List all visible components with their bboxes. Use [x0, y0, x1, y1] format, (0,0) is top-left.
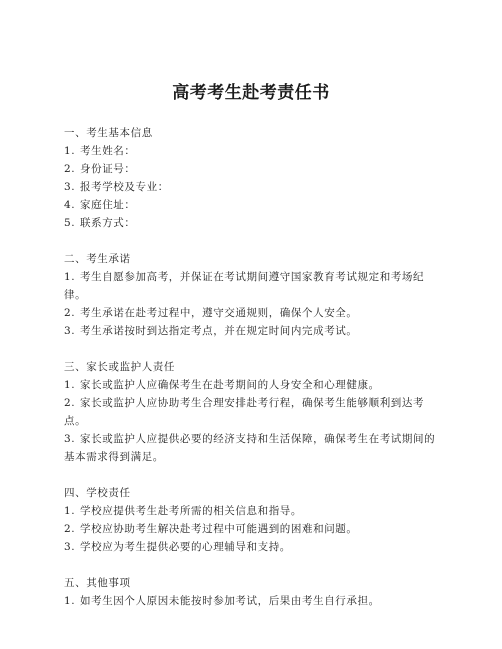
item-text: 家长或监护人应提供必要的经济支持和生活保障，确保考生在考试期间的基本需求得到满足。: [64, 433, 436, 463]
item-number: 1.: [64, 595, 76, 607]
item-text: 如考生因个人原因未能按时参加考试，后果由考生自行承担。: [80, 595, 380, 607]
item-number: 2.: [64, 163, 76, 175]
list-item: [64, 178, 444, 196]
list-item: [64, 196, 444, 214]
list-item: [64, 304, 444, 322]
item-number: 3.: [64, 325, 76, 337]
section-heading: 四、学校责任: [64, 487, 131, 499]
item-number: 1.: [64, 379, 76, 391]
item-text: 身份证号：: [80, 163, 136, 175]
item-text: 报考学校及专业：: [80, 181, 169, 193]
item-number: 3.: [64, 433, 76, 445]
item-number: 1.: [64, 145, 76, 157]
section-heading: 五、其他事项: [64, 577, 131, 589]
item-text: 考生承诺按时到达指定考点，并在规定时间内完成考试。: [80, 325, 358, 337]
item-text: 考生自愿参加高考，并保证在考试期间遵守国家教育考试规定和考场纪律。: [64, 271, 425, 301]
section-school-responsibility: [64, 484, 444, 556]
item-text: 学校应协助考生解决赴考过程中可能遇到的困难和问题。: [80, 523, 358, 535]
item-text: 家庭住址：: [80, 199, 136, 211]
section-guardian-responsibility: [64, 358, 444, 466]
list-item: [64, 430, 444, 466]
document-title: 高考考生赴考责任书: [172, 83, 330, 103]
item-text: 家长或监护人应协助考生合理安排赴考行程，确保考生能够顺利到达考点。: [64, 397, 425, 427]
item-number: 5.: [64, 217, 76, 229]
list-item: [64, 538, 444, 556]
list-item: [64, 322, 444, 340]
item-text: 联系方式：: [80, 217, 136, 229]
item-number: 2.: [64, 307, 76, 319]
item-text: 家长或监护人应确保考生在赴考期间的人身安全和心理健康。: [80, 379, 380, 391]
list-item: [64, 376, 444, 394]
section-student-commitment: [64, 250, 444, 340]
item-text: 考生姓名：: [80, 145, 136, 157]
item-number: 2.: [64, 397, 76, 409]
item-text: 考生承诺在赴考过程中，遵守交通规则，确保个人安全。: [80, 307, 358, 319]
list-item: [64, 394, 444, 430]
section-heading: 一、考生基本信息: [64, 127, 153, 139]
section-heading: 二、考生承诺: [64, 253, 131, 265]
list-item: [64, 214, 444, 232]
item-number: 3.: [64, 541, 76, 553]
list-item: [64, 502, 444, 520]
list-item: [64, 520, 444, 538]
item-text: 学校应提供考生赴考所需的相关信息和指导。: [80, 505, 302, 517]
item-number: 2.: [64, 523, 76, 535]
list-item: [64, 142, 444, 160]
list-item: [64, 592, 444, 610]
item-number: 4.: [64, 199, 76, 211]
item-text: 学校应为考生提供必要的心理辅导和支持。: [80, 541, 291, 553]
document-body: [64, 124, 444, 628]
item-number: 1.: [64, 505, 76, 517]
item-number: 1.: [64, 271, 76, 283]
list-item: [64, 268, 444, 304]
section-heading: 三、家长或监护人责任: [64, 361, 175, 373]
section-other-matters: [64, 574, 444, 610]
list-item: [64, 160, 444, 178]
item-number: 3.: [64, 181, 76, 193]
section-basic-info: [64, 124, 444, 232]
